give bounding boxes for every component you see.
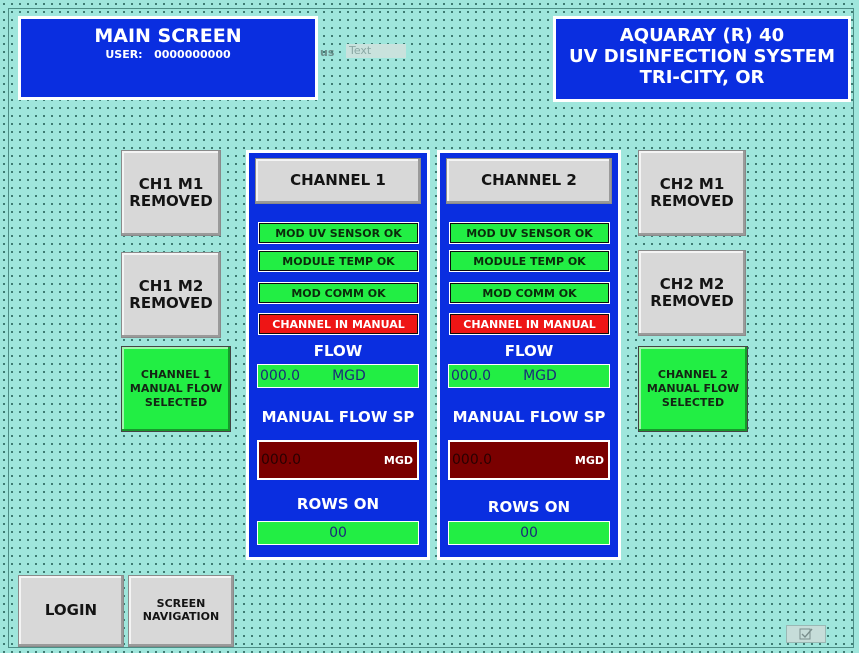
channel-1-title-button[interactable]: CHANNEL 1 <box>255 158 421 204</box>
ch2-manual-line2: MANUAL FLOW <box>646 382 740 396</box>
ch1-m2-removed-button[interactable] <box>121 252 221 338</box>
ch2-m2-status: REMOVED <box>650 292 734 310</box>
ch1-setpoint-unit: MGD <box>383 453 413 467</box>
ch2-flow-unit: MGD <box>523 368 557 384</box>
checkbox-icon[interactable] <box>786 625 826 643</box>
ch1-m1-status: REMOVED <box>129 192 213 210</box>
ch2-manual-status: CHANNEL IN MANUAL <box>450 314 609 334</box>
ch1-setpoint-label: MANUAL FLOW SP <box>261 408 415 426</box>
ch2-m1-label: CH2 M1 <box>659 174 725 193</box>
ch2-comm-status: MOD COMM OK <box>450 283 609 303</box>
screen-navigation-line1: SCREEN <box>156 597 206 611</box>
ch2-m1-removed-button[interactable] <box>638 150 746 236</box>
ch1-m1-removed-button[interactable] <box>121 150 221 236</box>
background-text-fragment: Text <box>346 44 406 58</box>
ch1-flow-label: FLOW <box>313 342 363 360</box>
channel-1-panel <box>246 150 430 560</box>
ch1-manual-line1: CHANNEL 1 <box>140 368 212 382</box>
screen-navigation-line2: NAVIGATION <box>142 610 220 623</box>
user-label: USER: <box>105 48 143 61</box>
ch1-m2-status: REMOVED <box>129 294 213 312</box>
ch1-flow-display <box>257 364 419 388</box>
ch1-setpoint-value: 000.0 <box>261 452 302 468</box>
ch2-m2-removed-button[interactable] <box>638 250 746 336</box>
checkmark-icon <box>799 628 813 640</box>
ch1-flow-value: 000.0 <box>260 368 301 384</box>
ch1-manual-status: CHANNEL IN MANUAL <box>259 314 418 334</box>
ch1-rows-on-label: ROWS ON <box>296 495 380 513</box>
ch2-m1-status: REMOVED <box>650 192 734 210</box>
ch1-manual-line3: SELECTED <box>144 395 208 409</box>
user-value: 0000000000 <box>154 48 231 61</box>
ch2-uv-sensor-status: MOD UV SENSOR OK <box>450 223 609 243</box>
ch2-flow-display <box>448 364 610 388</box>
ch1-m2-label: CH1 M2 <box>138 276 204 295</box>
ch2-module-temp-status: MODULE TEMP OK <box>450 251 609 271</box>
ch2-setpoint-value: 000.0 <box>452 452 493 468</box>
ch1-manual-flow-button[interactable] <box>121 346 231 432</box>
ch1-setpoint-input[interactable] <box>257 440 419 480</box>
ch2-m2-label: CH2 M2 <box>659 274 725 293</box>
ch1-comm-status: MOD COMM OK <box>259 283 418 303</box>
channel-2-panel <box>437 150 621 560</box>
login-button[interactable]: LOGIN <box>18 575 124 647</box>
system-title-line1: AQUARAY (R) 40 <box>619 25 785 46</box>
ch2-setpoint-label: MANUAL FLOW SP <box>452 408 606 426</box>
ch2-setpoint-input[interactable] <box>448 440 610 480</box>
ch1-uv-sensor-status: MOD UV SENSOR OK <box>259 223 418 243</box>
channel-2-title-button[interactable]: CHANNEL 2 <box>446 158 612 204</box>
ch2-rows-on-value: 00 <box>448 521 610 545</box>
ch1-manual-line2: MANUAL FLOW <box>129 382 223 396</box>
ch1-flow-unit: MGD <box>332 368 366 384</box>
user-line <box>21 48 315 61</box>
ch2-flow-value: 000.0 <box>451 368 492 384</box>
ch2-manual-flow-button[interactable] <box>638 346 748 432</box>
screen-title: MAIN SCREEN <box>94 25 242 47</box>
ch1-module-temp-status: MODULE TEMP OK <box>259 251 418 271</box>
main-screen-header <box>18 16 318 100</box>
ch1-m1-label: CH1 M1 <box>138 174 204 193</box>
ch2-manual-line1: CHANNEL 2 <box>657 368 729 382</box>
ch2-rows-on-label: ROWS ON <box>487 498 571 516</box>
ch2-manual-line3: SELECTED <box>661 395 725 409</box>
screen-navigation-button[interactable] <box>128 575 234 647</box>
system-title-box <box>553 16 851 102</box>
ch2-flow-label: FLOW <box>504 342 554 360</box>
ch1-rows-on-value: 00 <box>257 521 419 545</box>
system-title-line2: UV DISINFECTION SYSTEM <box>568 46 836 67</box>
ch2-setpoint-unit: MGD <box>574 453 604 467</box>
system-title-line3: TRI-CITY, OR <box>639 67 765 88</box>
background-status-fragment: us <box>320 46 335 59</box>
